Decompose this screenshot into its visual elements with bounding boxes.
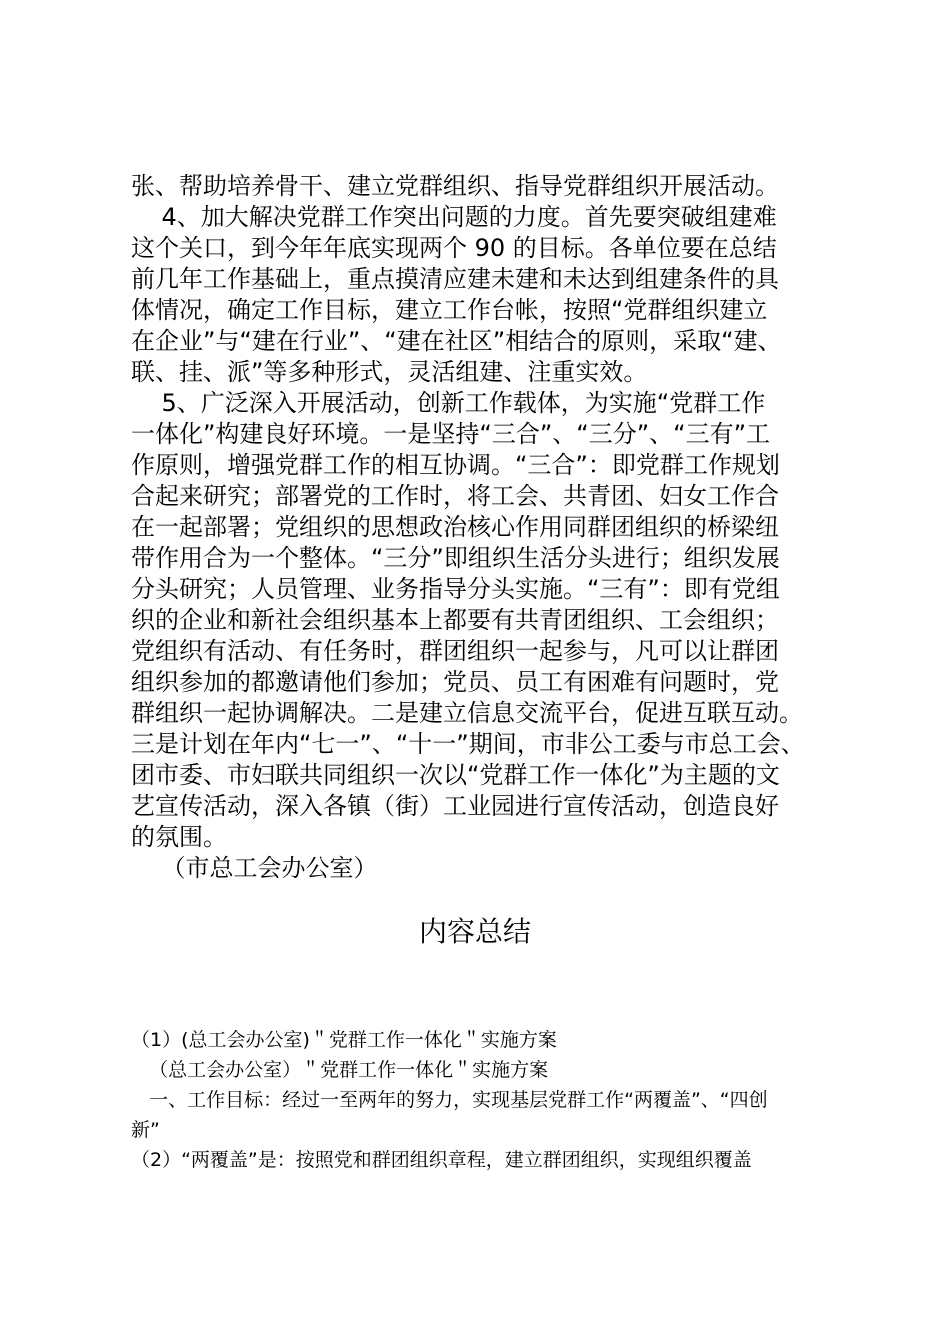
body-line: 团市委、市妇联共同组织一次以“党群工作一体化”为主题的文	[131, 761, 780, 789]
summary-line: 新”	[131, 1119, 160, 1141]
body-line: 合起来研究；部署党的工作时，将工会、共青团、妇女工作合	[131, 482, 779, 510]
body-line: 分头研究；人员管理、业务指导分头实施。“三有”：即有党组	[131, 575, 780, 603]
body-line: 三是计划在年内“七一”、“十一”期间，市非公工委与市总工会、	[131, 730, 805, 758]
body-line: 组织参加的都邀请他们参加；党员、员工有困难有问题时，党	[131, 668, 779, 696]
body-line: 这个关口，到今年年底实现两个 90 的目标。各单位要在总结	[131, 234, 777, 262]
summary-text	[131, 1025, 851, 1175]
body-line: 联、挂、派”等多种形式，灵活组建、注重实效。	[131, 358, 648, 386]
body-line: 作原则，增强党群工作的相互协调。“三合”：即党群工作规划	[131, 451, 780, 479]
body-line: 在企业”与“建在行业”、“建在社区”相结合的原则，采取“建、	[131, 327, 782, 355]
summary-line: （2）“两覆盖”是：按照党和群团组织章程，建立群团组织，实现组织覆盖	[131, 1149, 752, 1171]
body-line: 带作用合为一个整体。“三分”即组织生活分头进行；组织发展	[131, 544, 780, 572]
body-line: 前几年工作基础上，重点摸清应建未建和未达到组建条件的具	[131, 265, 779, 293]
body-line: 织的企业和新社会组织基本上都要有共青团组织、工会组织；	[131, 606, 779, 634]
body-line: 党组织有活动、有任务时，群团组织一起参与，凡可以让群团	[131, 637, 779, 665]
body-line: 群组织一起协调解决。二是建立信息交流平台，促进互联互动。	[131, 699, 803, 727]
summary-line: （1）(总工会办公室)＂党群工作一体化＂实施方案	[131, 1029, 557, 1051]
summary-line: 一、工作目标：经过一至两年的努力，实现基层党群工作“两覆盖”、“四创	[131, 1089, 768, 1111]
author-signature: （市总工会办公室）	[131, 854, 378, 882]
summary-title: 内容总结	[418, 915, 531, 948]
body-line: 体情况，确定工作目标，建立工作台帐，按照“党群组织建立	[131, 296, 768, 324]
body-line: 4、加大解决党群工作突出问题的力度。首先要突破组建难	[131, 203, 777, 231]
body-line: 在一起部署；党组织的思想政治核心作用同群团组织的桥梁纽	[131, 513, 779, 541]
body-line: 张、帮助培养骨干、建立党群组织、指导党群组织开展活动。	[131, 172, 779, 200]
body-line: 艺宣传活动，深入各镇（街）工业园进行宣传活动，创造良好	[131, 792, 779, 820]
body-text	[131, 171, 851, 884]
body-line: 的氛围。	[131, 823, 227, 851]
summary-line: （总工会办公室）＂党群工作一体化＂实施方案	[131, 1059, 549, 1081]
body-line: 一体化”构建良好环境。一是坚持“三合”、“三分”、“三有”工	[131, 420, 771, 448]
body-line: 5、广泛深入开展活动，创新工作载体，为实施“党群工作	[131, 389, 766, 417]
